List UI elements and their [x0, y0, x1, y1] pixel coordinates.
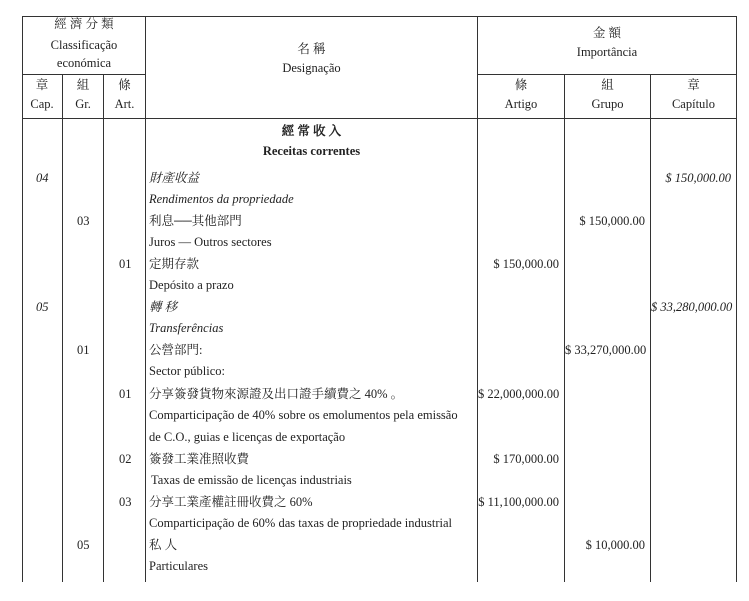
cap-pt: Cap. [30, 97, 54, 111]
table-row-zh: 利息──其他部門 [149, 214, 242, 228]
table-row-art: 01 [119, 257, 132, 271]
table-row-pt: Depósito a prazo [149, 278, 234, 292]
cap-zh: 章 [35, 78, 49, 92]
classificacao-zh: 經 濟 分 類 [54, 17, 114, 31]
table-row-pt: Transferências [149, 321, 224, 335]
table-row-pt2: de C.O., guias e licenças de exportação [149, 430, 346, 444]
table-row-artigo: $ 11,100,000.00 [478, 495, 559, 509]
section-title-pt: Receitas correntes [262, 144, 361, 158]
gr-zh: 組 [76, 78, 90, 92]
section-title-zh: 經 常 收 入 [281, 124, 342, 138]
designacao-zh: 名 稱 [297, 42, 326, 56]
table-row-pt: Comparticipação de 40% sobre os emolumentos pela emissão [149, 408, 458, 422]
table-row-capitulo: $ 33,280,000.00 [651, 300, 733, 314]
table-row-grupo: $ 10,000.00 [585, 538, 645, 552]
gr-pt: Gr. [75, 97, 91, 111]
table-row-zh: 分享工業產權註冊收費之 60% [149, 495, 313, 509]
art-pt: Art. [114, 97, 135, 111]
table-row-cap: 04 [36, 171, 49, 185]
table-row-artigo: $ 170,000.00 [493, 452, 559, 466]
table-row-pt: Comparticipação de 60% das taxas de propriedade industrial [149, 516, 453, 530]
table-row-zh: 分享簽發貨物來源證及出口證手續費之 40% 。 [149, 387, 404, 401]
importancia-pt: Importância [576, 45, 638, 59]
table-row-pt: Juros — Outros sectores [149, 235, 272, 249]
importancia-zh: 金 額 [592, 26, 622, 40]
table-row-grupo: $ 150,000.00 [579, 214, 645, 228]
table-row-pt: Rendimentos da propriedade [149, 192, 294, 206]
table-row-zh: 私 人 [149, 538, 178, 552]
artigo-pt: Artigo [504, 97, 538, 111]
table-row-pt: Sector público: [149, 364, 226, 378]
table-row-gr: 05 [77, 538, 90, 552]
table-row-artigo: $ 22,000,000.00 [478, 387, 560, 401]
table-row-cap: 05 [36, 300, 49, 314]
classificacao-pt2: económica [56, 56, 112, 70]
capitulo-zh: 章 [687, 78, 700, 92]
table-row-pt: Particulares [149, 559, 209, 573]
table-row-art: 02 [119, 452, 132, 466]
table-row-zh: 公營部門: [149, 343, 203, 357]
grupo-pt: Grupo [591, 97, 624, 111]
table-row-pt: Taxas de emissão de licenças industriais [151, 473, 352, 487]
capitulo-pt: Capítulo [671, 97, 716, 111]
table-row-capitulo: $ 150,000.00 [665, 171, 731, 185]
grupo-zh: 組 [601, 78, 614, 92]
art-zh: 條 [118, 78, 131, 92]
table-row-gr: 03 [77, 214, 90, 228]
designacao-pt: Designação [282, 61, 341, 75]
table-row-zh: 簽發工業准照收費 [149, 452, 250, 466]
table-row-zh: 財產收益 [149, 171, 200, 185]
classificacao-pt: Classificação [50, 38, 118, 52]
artigo-zh: 條 [514, 78, 528, 92]
table-row-grupo: $ 33,270,000.00 [565, 343, 647, 357]
table-row-art: 01 [119, 387, 132, 401]
table-row-artigo: $ 150,000.00 [493, 257, 559, 271]
table-row-gr: 01 [77, 343, 90, 357]
table-row-zh: 定期存款 [149, 257, 200, 271]
table-row-art: 03 [119, 495, 132, 509]
table-row-zh: 轉 移 [149, 300, 178, 314]
